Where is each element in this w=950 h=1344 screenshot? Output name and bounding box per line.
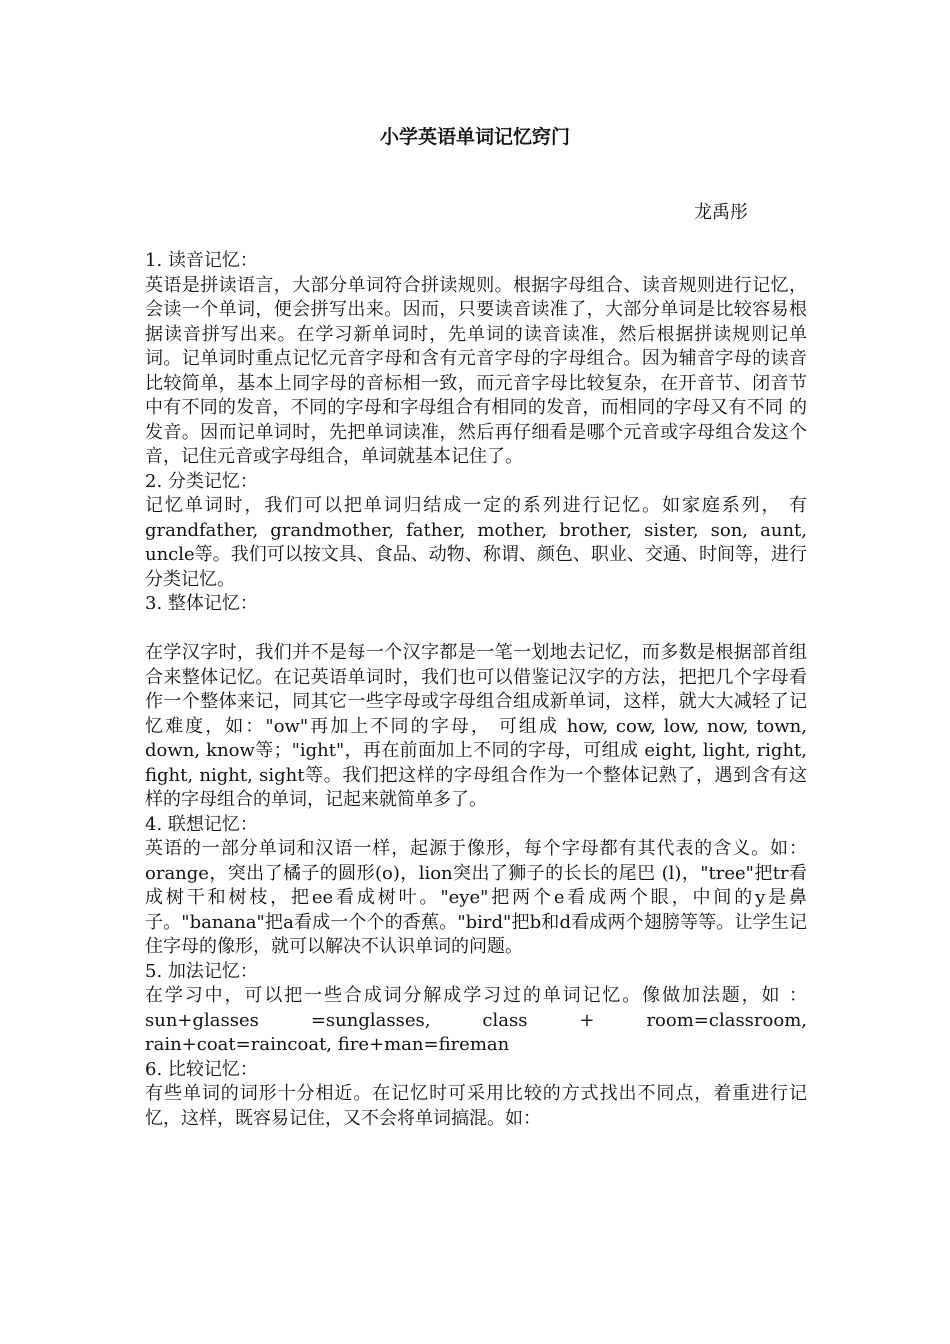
- section-heading: 5. 加法记忆：: [145, 960, 258, 982]
- section-paragraph: 记忆单词时，我们可以把单词归结成一定的系列进行记忆。如家庭系列， 有 grandfather, grandmother, father, mother, brother, sister, son, aunt, uncle等。我们可以按文具、食品、动物、称谓、颜色、职业、交通、时间等，进行分类记忆。: [145, 495, 807, 590]
- section-paragraph: 有些单词的词形十分相近。在记忆时可采用比较的方式找出不同点，着重进行记忆，这样，既容易记住，又不会将单词搞混。如：: [145, 1083, 807, 1129]
- document-author: 龙禹彤: [694, 202, 748, 223]
- document-title: 小学英语单词记忆窍门: [379, 126, 570, 148]
- document-body: [145, 249, 807, 1131]
- section-heading: 2. 分类记忆：: [145, 470, 258, 492]
- blank-line: [145, 617, 807, 642]
- section-paragraph: 在学习中，可以把一些合成词分解成学习过的单词记忆。像做加法题，如 ： sun+glasses =sunglasses, class + room=classroom, rain+coat=raincoat, fire+man=fireman: [145, 985, 807, 1055]
- section-heading: 4. 联想记忆：: [145, 813, 258, 835]
- section-paragraph: 在学汉字时，我们并不是每一个汉字都是一笔一划地去记忆，而多数是根据部首组合来整体记忆。在记英语单词时，我们也可以借鉴记汉字的方法，把把几个字母看作一个整体来记，同其它一些字母或字母组合组成新单词，这样，就大大减轻了记忆难度，如："ow"再加上不同的字母， 可组成 how, cow, low, now, town, down, know等；"ight"，再在前面加上不同的字母，可组成 eight, light, right, fight, night, sight等。我们把这样的字母组合作为一个整体记熟了，遇到含有这样的字母组合的单词，记起来就简单多了。: [145, 642, 807, 810]
- section-paragraph: 英语是拼读语言，大部分单词符合拼读规则。根据字母组合、读音规则进行记忆，会读一个单词，便会拼写出来。因而，只要读音读准了，大部分单词是比较容易根据读音拼写出来。在学习新单词时，先单词的读音读准，然后根据拼读规则记单词。记单词时重点记忆元音字母和含有元音字母的字母组合。因为辅音字母的读音比较简单，基本上同字母的音标相一致，而元音字母比较复杂，在开音节、闭音节中有不同的发音，不同的字母和字母组合有相同的发音，而相同的字母又有不同 的发音。因而记单词时，先把单词读准，然后再仔细看是哪个元音或字母组合发这个音，记住元音或字母组合，单词就基本记住了。: [145, 274, 807, 467]
- section-heading: 1. 读音记忆：: [145, 250, 258, 271]
- section-heading: 3. 整体记忆：: [145, 593, 258, 614]
- section-heading: 6. 比较记忆：: [145, 1058, 258, 1080]
- section-paragraph: 英语的一部分单词和汉语一样，起源于像形，每个字母都有其代表的含义。如：orange，突出了橘子的圆形(o)，lion突出了狮子的长长的尾巴 (l)，"tree"把tr看成树干和树枝，把ee看成树叶。"eye"把两个e看成两个眼，中间的y是鼻子。"banana"把a看成一个个的香蕉。"bird"把b和d看成两个翅膀等等。让学生记住字母的像形，就可以解决不认识单词的问题。: [145, 838, 807, 957]
